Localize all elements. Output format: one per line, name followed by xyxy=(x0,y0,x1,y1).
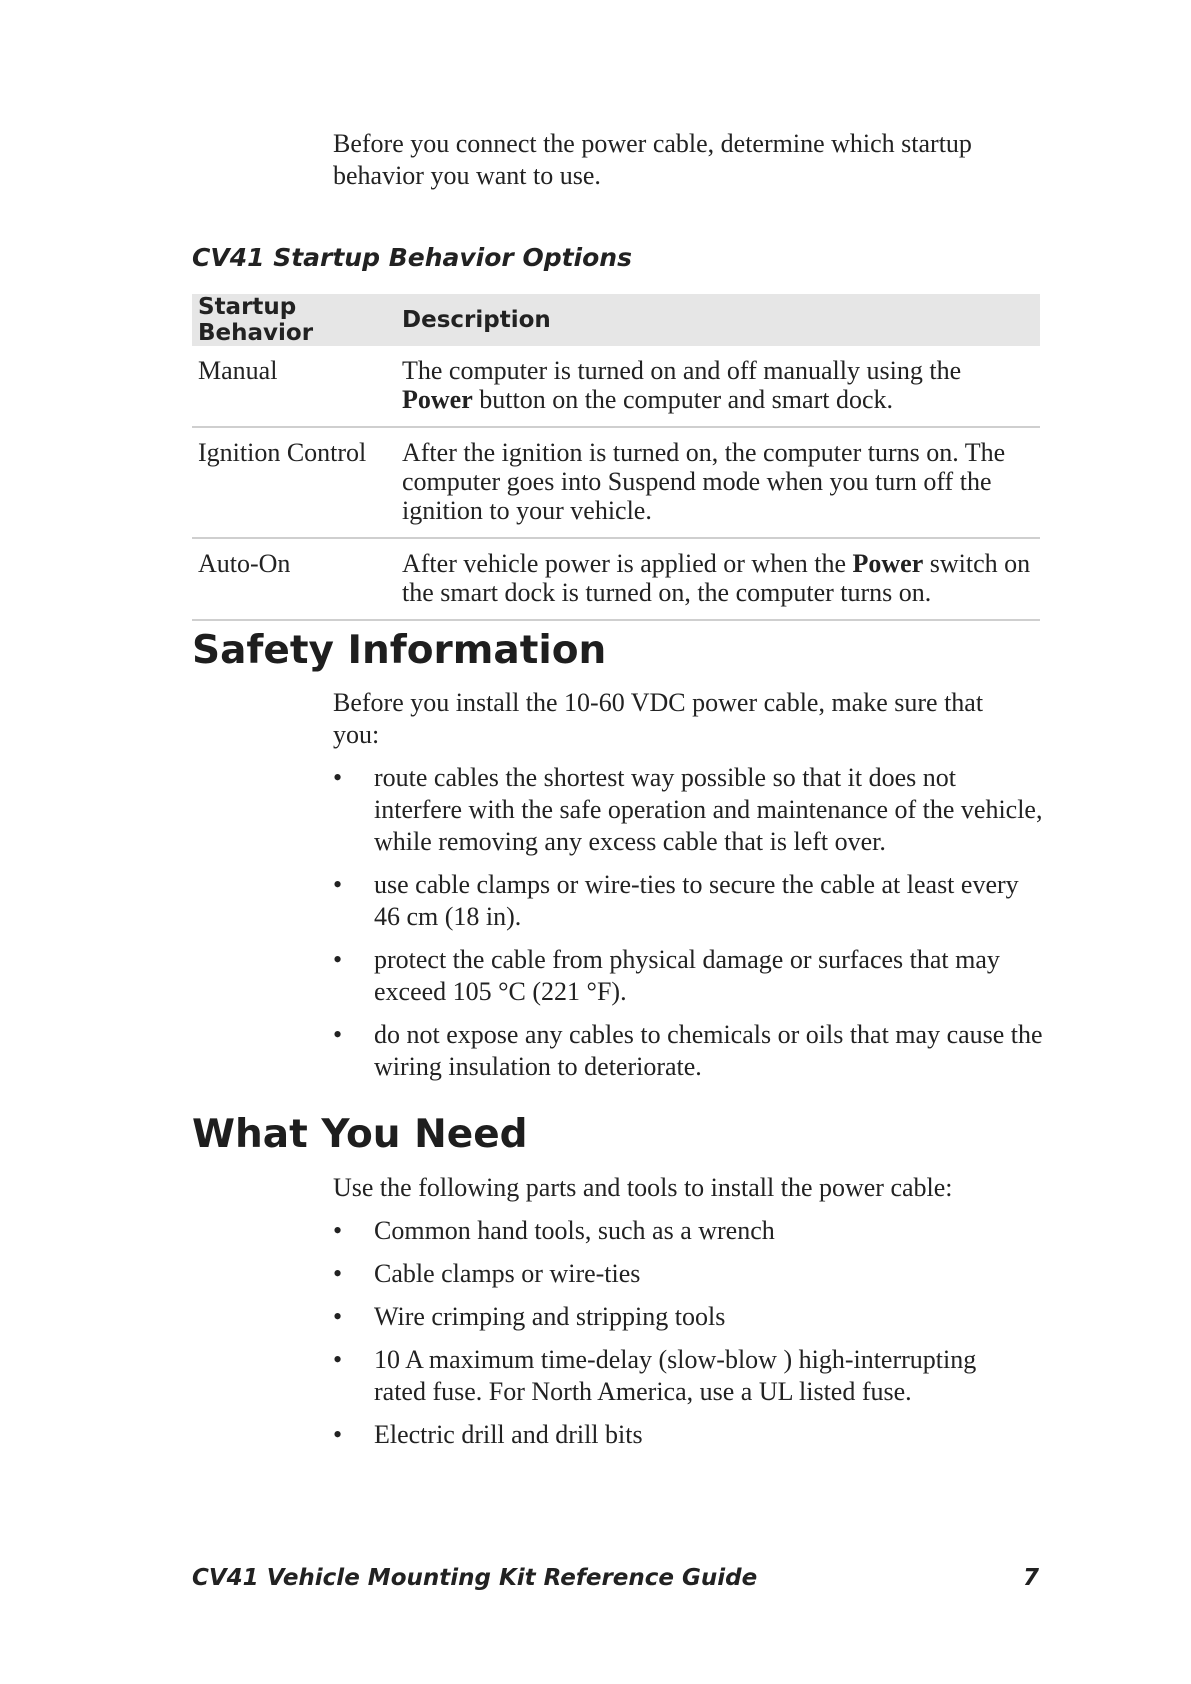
table-row xyxy=(192,346,1040,427)
table-caption: CV41 Startup Behavior Options xyxy=(192,243,632,272)
header-startup-behavior: Startup Behavior xyxy=(192,294,396,346)
table-header-row xyxy=(192,294,1040,346)
footer-title: CV41 Vehicle Mounting Kit Reference Guide xyxy=(192,1565,758,1591)
description-cell xyxy=(396,427,1040,538)
behavior-cell: Manual xyxy=(192,346,396,427)
description-cell xyxy=(396,346,1040,427)
behavior-cell: Auto-On xyxy=(192,538,396,620)
bullet-icon: • xyxy=(333,1020,343,1049)
list-item: • Cable clamps or wire-ties xyxy=(333,1259,641,1288)
table-row xyxy=(192,538,1040,620)
table-row xyxy=(192,427,1040,538)
bullet-icon: • xyxy=(333,1420,343,1449)
page-number: 7 xyxy=(1022,1565,1039,1591)
description-cell xyxy=(396,538,1040,620)
desc-text: button on the computer and smart dock. xyxy=(472,385,893,414)
safety-list xyxy=(333,762,1043,1083)
list-item: • 10 A maximum time-delay (slow-blow ) high-interrupting rated fuse. For North America, use a UL listed fuse. xyxy=(333,1345,977,1406)
bullet-icon: • xyxy=(333,763,343,792)
desc-text: switch on the smart dock is turned on, the computer turns on. xyxy=(402,549,1031,607)
list-item: • Wire crimping and stripping tools xyxy=(333,1302,726,1331)
intro-paragraph: Before you connect the power cable, determine which startup behavior you want to use. xyxy=(333,129,972,190)
list-item: • route cables the shortest way possible so that it does not interfere with the safe operation and maintenance of the vehicle, while removing any excess cable that is left over. xyxy=(333,763,1043,856)
list-item: • use cable clamps or wire-ties to secure the cable at least every 46 cm (18 in). xyxy=(333,870,1019,931)
list-item: • protect the cable from physical damage or surfaces that may exceed 105 °C (221 °F). xyxy=(333,945,1000,1006)
safety-heading: Safety Information xyxy=(192,628,607,673)
desc-text: After the ignition is turned on, the computer turns on. The computer goes into Suspend mode when you turn off the ignition to your vehicle. xyxy=(402,438,1006,525)
list-item: • do not expose any cables to chemicals or oils that may cause the wiring insulation to deteriorate. xyxy=(333,1020,1043,1081)
need-list xyxy=(333,1215,1043,1451)
bullet-icon: • xyxy=(333,1259,343,1288)
header-description: Description xyxy=(396,294,1040,346)
startup-behavior-table xyxy=(192,294,1040,621)
bullet-icon: • xyxy=(333,1216,343,1245)
bullet-icon: • xyxy=(333,1345,343,1374)
bullet-icon: • xyxy=(333,1302,343,1331)
bullet-icon: • xyxy=(333,945,343,974)
behavior-cell: Ignition Control xyxy=(192,427,396,538)
bullet-icon: • xyxy=(333,870,343,899)
desc-bold: Power xyxy=(852,549,924,578)
safety-intro: Before you install the 10-60 VDC power cable, make sure that you: xyxy=(333,688,984,749)
list-item: • Electric drill and drill bits xyxy=(333,1420,643,1449)
need-intro: Use the following parts and tools to install the power cable: xyxy=(333,1173,953,1202)
list-item: • Common hand tools, such as a wrench xyxy=(333,1216,775,1245)
desc-text: After vehicle power is applied or when the xyxy=(402,549,853,578)
desc-bold: Power xyxy=(402,385,473,414)
desc-text: The computer is turned on and off manually using the xyxy=(402,356,962,385)
need-heading: What You Need xyxy=(192,1112,528,1157)
